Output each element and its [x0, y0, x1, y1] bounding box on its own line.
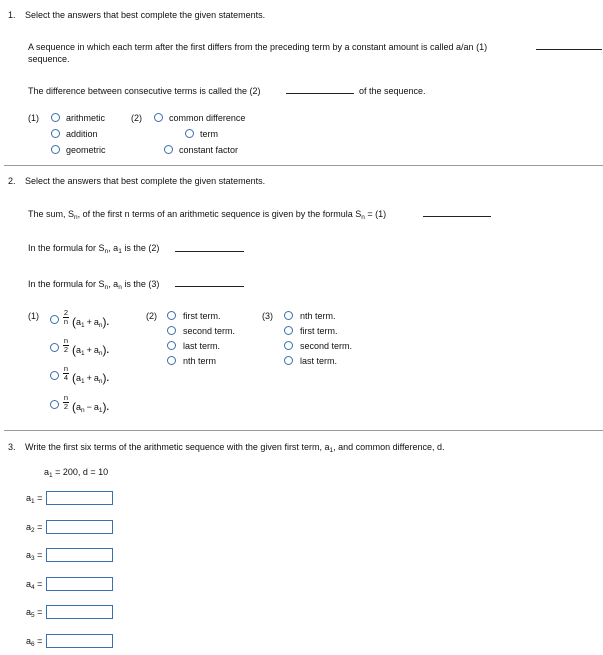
formula-expression	[72, 399, 109, 413]
q2-s1-sub: n	[74, 214, 78, 221]
q2-g3-radio-3[interactable]	[284, 356, 293, 365]
term-index: 3	[31, 555, 35, 562]
close-paren: )	[102, 343, 107, 357]
term-label	[26, 493, 42, 503]
q2-s1-end: = (1)	[364, 209, 387, 219]
q1-group1-label: (1)	[28, 113, 39, 123]
q1-group2-label: (2)	[131, 113, 142, 123]
q3-number: 3.	[8, 442, 16, 452]
operator: +	[86, 345, 92, 355]
q2-g2-radio-1[interactable]	[167, 326, 176, 335]
q2-s2-sub: n	[104, 248, 109, 255]
term-b-sub: n	[98, 350, 103, 357]
term-b-sub: n	[98, 322, 103, 329]
fraction-numerator: n	[63, 364, 69, 373]
q2-s2-end: is the (2)	[121, 243, 160, 253]
q2-g3-radio-2[interactable]	[284, 341, 293, 350]
term-label	[26, 636, 42, 646]
q2-g3-radio-1[interactable]	[284, 326, 293, 335]
answer-value	[47, 522, 50, 532]
term-b: a	[93, 402, 99, 412]
q1-statement1	[28, 42, 487, 52]
q2-g2-radio-0[interactable]	[167, 311, 176, 320]
q2-s3-sub2: n	[118, 284, 122, 291]
q2-statement1	[28, 209, 386, 219]
operator: +	[86, 373, 92, 383]
q3-instruction	[25, 442, 444, 452]
q2-s1-sub2: n	[361, 214, 365, 221]
q2-g3-radio-0[interactable]	[284, 311, 293, 320]
q1-statement1-end: sequence.	[28, 54, 70, 64]
q2-g2-option-0: first term.	[183, 311, 221, 321]
q2-s2-mid: , a	[108, 243, 119, 253]
q2-group1-label: (1)	[28, 311, 39, 321]
fraction-numerator: 2	[63, 308, 69, 317]
formula-expression	[72, 314, 109, 328]
fraction-numerator: n	[63, 393, 69, 402]
q2-g2-radio-2[interactable]	[167, 341, 176, 350]
term-letter: a	[26, 607, 32, 617]
q1-statement2-text: The difference between consecutive terms is called the	[28, 86, 247, 96]
answer-input-a4[interactable]	[46, 577, 113, 591]
q2-g2-option-3: nth term	[183, 356, 217, 366]
fraction	[62, 365, 70, 382]
q1-g1-option-2: geometric	[66, 145, 106, 155]
term-a-sub: n	[81, 407, 85, 414]
equals-sign: =	[37, 607, 43, 617]
term-a-sub: 1	[81, 322, 85, 329]
fraction-denominator: 2	[63, 402, 69, 411]
term-letter: a	[26, 522, 32, 532]
q3-instruction-pre: Write the first six terms of the arithmetic sequence with the given first term, a	[25, 442, 330, 452]
q3-instruction-end: , and common difference, d.	[333, 442, 445, 452]
q3-instruction-sub: 1	[329, 447, 334, 454]
fraction-denominator: 4	[63, 373, 69, 382]
term-letter: a	[26, 550, 32, 560]
q2-g1-radio-0[interactable]	[50, 315, 59, 324]
term-letter: a	[26, 636, 32, 646]
answer-value	[47, 607, 50, 617]
equals-sign: =	[37, 579, 43, 589]
q1-g1-option-1: addition	[66, 129, 98, 139]
term-index: 1	[31, 498, 35, 505]
term-index: 6	[31, 641, 35, 648]
q2-s2-sub2: 1	[118, 248, 122, 255]
term-b-sub: 1	[98, 407, 103, 414]
q2-g1-radio-1[interactable]	[50, 343, 59, 352]
open-paren: (	[72, 315, 76, 329]
term-a-sub: 1	[81, 350, 85, 357]
operator: −	[86, 402, 92, 412]
q1-blank2-label: (2)	[249, 86, 261, 96]
term-a-sub: 1	[81, 378, 85, 385]
q1-g2-option-1: term	[200, 129, 218, 139]
period: .	[106, 345, 110, 355]
answer-value	[47, 493, 50, 503]
q2-g1-radio-2[interactable]	[50, 371, 59, 380]
q2-number: 2.	[8, 176, 16, 186]
q3-given-pre: a	[44, 467, 50, 477]
fraction-denominator: 2	[63, 345, 69, 354]
q2-s2-pre: In the formula for S	[28, 243, 105, 253]
term-letter: a	[26, 579, 32, 589]
open-paren: (	[72, 343, 76, 357]
term-b-sub: n	[98, 378, 103, 385]
period: .	[106, 317, 110, 327]
term-label	[26, 607, 42, 617]
q2-blank3	[175, 286, 244, 287]
q1-blank1	[536, 49, 602, 50]
fraction-denominator: n	[63, 317, 69, 326]
answer-input-a3[interactable]	[46, 548, 113, 562]
q1-statement1-text: A sequence in which each term after the first differs from the preceding term by a constant amount is called a/an	[28, 42, 474, 52]
q1-blank2	[286, 93, 354, 94]
q1-instruction: Select the answers that best complete the given statements.	[25, 10, 266, 20]
q2-statement3	[28, 279, 159, 289]
q3-given	[44, 467, 108, 477]
q2-group2-label: (2)	[146, 311, 157, 321]
q2-g2-radio-3[interactable]	[167, 356, 176, 365]
period: .	[106, 373, 110, 383]
term-a: a	[76, 373, 82, 383]
term-index: 2	[31, 527, 35, 534]
q3-given-end: = 200, d = 10	[52, 467, 109, 477]
term-b: a	[93, 373, 99, 383]
open-paren: (	[72, 400, 76, 414]
q2-group3-label: (3)	[262, 311, 273, 321]
equals-sign: =	[37, 493, 43, 503]
equals-sign: =	[37, 550, 43, 560]
q1-g2-radio-0[interactable]	[154, 113, 163, 122]
term-letter: a	[26, 493, 32, 503]
term-b: a	[93, 345, 99, 355]
q2-g3-option-0: nth term.	[300, 311, 336, 321]
q2-s3-end: is the (3)	[121, 279, 160, 289]
q2-g2-option-1: second term.	[183, 326, 236, 336]
close-paren: )	[102, 371, 107, 385]
q1-g2-option-2: constant factor	[179, 145, 239, 155]
formula-expression	[72, 370, 109, 384]
answer-input-a2[interactable]	[46, 520, 113, 534]
q2-g3-option-1: first term.	[300, 326, 338, 336]
term-a: a	[76, 345, 82, 355]
fraction	[62, 337, 70, 354]
answer-input-a6[interactable]	[46, 634, 113, 648]
q2-s3-pre: In the formula for S	[28, 279, 105, 289]
answer-value	[47, 636, 50, 646]
term-index: 5	[31, 612, 35, 619]
q2-s3-mid: , a	[108, 279, 119, 289]
fraction	[62, 394, 70, 411]
q1-g1-radio-1[interactable]	[51, 129, 60, 138]
term-index: 4	[31, 584, 35, 591]
q2-g3-option-2: second term.	[300, 341, 353, 351]
q1-g2-radio-2[interactable]	[164, 145, 173, 154]
divider-1	[4, 165, 603, 166]
q1-g1-radio-2[interactable]	[51, 145, 60, 154]
q2-statement2	[28, 243, 159, 253]
q1-number: 1.	[8, 10, 16, 20]
q1-g1-option-0: arithmetic	[66, 113, 106, 123]
term-a: a	[76, 317, 82, 327]
formula-expression	[72, 342, 109, 356]
operator: +	[86, 317, 92, 327]
q2-s1-pre: The sum, S	[28, 209, 75, 219]
q2-instruction: Select the answers that best complete the given statements.	[25, 176, 266, 186]
open-paren: (	[72, 371, 76, 385]
answer-input-a5[interactable]	[46, 605, 113, 619]
term-label	[26, 579, 42, 589]
q1-g2-radio-1[interactable]	[185, 129, 194, 138]
term-b: a	[93, 317, 99, 327]
close-paren: )	[102, 400, 107, 414]
answer-value	[47, 550, 50, 560]
q2-s1-mid: , of the first n terms of an arithmetic sequence is given by the formula S	[77, 209, 362, 219]
q2-g2-option-2: last term.	[183, 341, 221, 351]
close-paren: )	[102, 315, 107, 329]
q2-s3-sub: n	[104, 284, 109, 291]
answer-input-a1[interactable]	[46, 491, 113, 505]
q2-blank1	[423, 216, 491, 217]
fraction	[62, 309, 70, 326]
term-label	[26, 550, 42, 560]
equals-sign: =	[37, 522, 43, 532]
answer-value	[47, 579, 50, 589]
q1-statement2-end: of the sequence.	[359, 86, 426, 96]
q2-blank2	[175, 251, 244, 252]
term-label	[26, 522, 42, 532]
q1-statement2	[28, 86, 260, 96]
q2-g1-radio-3[interactable]	[50, 400, 59, 409]
period: .	[106, 402, 110, 412]
q1-g1-radio-0[interactable]	[51, 113, 60, 122]
q2-g3-option-3: last term.	[300, 356, 338, 366]
fraction-numerator: n	[63, 336, 69, 345]
divider-2	[4, 430, 603, 431]
q1-g2-option-0: common difference	[169, 113, 246, 123]
q1-blank1-label: (1)	[476, 42, 488, 52]
term-a: a	[76, 402, 82, 412]
equals-sign: =	[37, 636, 43, 646]
q3-given-sub: 1	[49, 472, 53, 479]
